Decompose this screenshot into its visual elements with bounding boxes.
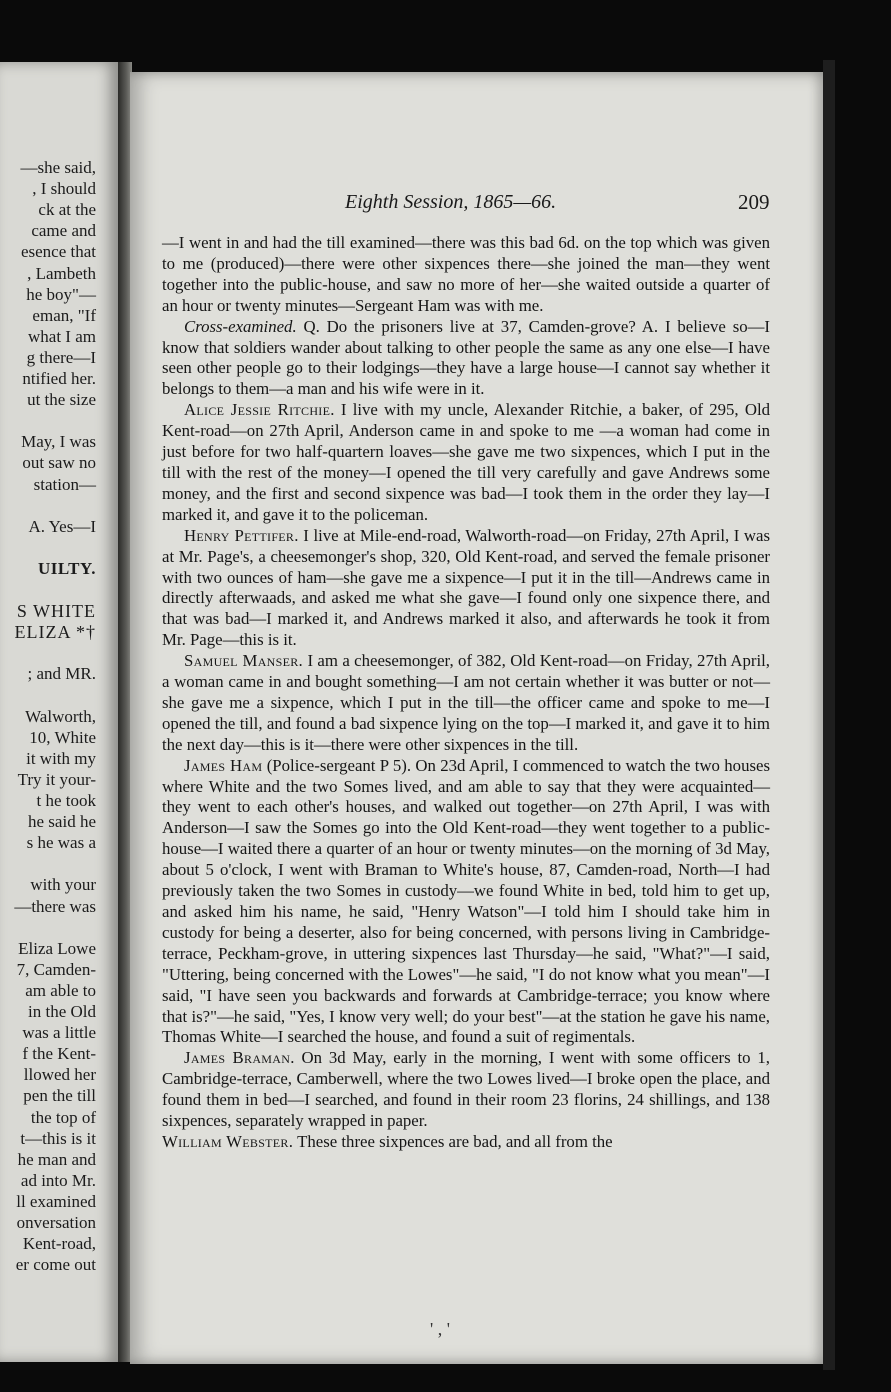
left-page-line: f the Kent- — [22, 1044, 96, 1064]
left-page-line: ll examined — [16, 1191, 96, 1211]
left-page — [0, 62, 121, 1362]
left-page-line: out saw no — [22, 453, 96, 473]
witness-name: Samuel Manser. — [184, 651, 304, 671]
left-page-line: llowed her — [23, 1065, 96, 1085]
left-page-line: S WHITE — [16, 601, 96, 622]
left-page-line: was a little — [22, 1023, 96, 1043]
page-edge-shadow — [823, 60, 835, 1370]
paragraph-text: I live at Mile-end-road, Walworth-road—on Friday, 27th April, I was at Mr. Page's, a cheesemonger's shop, 320, Old Kent-road, and served the female prisoner with two ounces of ham—she gave me a sixpence—I put it in the till—Andrews came in directly afterwaads, and asked me what she gave—I found only one sixpence there, and that was bad—I marked it, and Andrews marked it also, and afterwards he took it from Mr. Page—this is it. — [162, 525, 771, 650]
left-page-line: came and — [31, 221, 96, 241]
left-page-line: A. Yes—I — [28, 516, 96, 536]
left-page-line: t—this is it — [20, 1128, 96, 1148]
left-page-line: UILTY. — [38, 558, 96, 578]
page-header — [130, 191, 823, 221]
witness-name: Henry Pettifer. — [184, 525, 299, 545]
paragraph-text: I live with my uncle, Alexander Ritchie, a baker, of 295, Old Kent-road—on 27th April, Anderson came in and spoke to me —a woman had come in just before for two half-quartern loaves—she gave me two sixpences, which I put in the till with the rest of the money—I opened the till very carefully and gave Andrews some money, and the first and second sixpence was bad—I took them in the order they lay—I marked it, and gave it to the policeman. — [162, 400, 770, 524]
paragraph-text: These three sixpences are bad, and all from the — [293, 1131, 613, 1151]
running-head: Eighth Session, 1865—66. — [345, 191, 557, 213]
testimony-paragraph — [162, 651, 770, 756]
witness-name: William Webster. — [162, 1131, 294, 1151]
left-page-line: er come out — [15, 1255, 96, 1275]
left-page-line: ut the size — [27, 390, 96, 410]
left-page-line: g there—I — [26, 347, 96, 367]
left-page-line: ntified her. — [22, 369, 96, 388]
left-page-line: Eliza Lowe — [18, 938, 96, 958]
testimony-paragraph — [162, 400, 770, 525]
left-page-line: he man and — [17, 1149, 96, 1169]
witness-name: Cross-examined. — [184, 316, 297, 336]
left-page-line: am able to — [25, 980, 96, 1000]
paragraph-text: I am a cheesemonger, of 382, Old Kent-road—on Friday, 27th April, a woman came in and bought something—I am not certain whether it was butter or not—she gave me a sixpence, which I put in the till—the officer came and spoke to me—I opened the till, and found a bad sixpence lying on the top—I marked it, and gave it to him the next day—this is it—there were other sixpences in the till. — [162, 651, 770, 754]
testimony-paragraph — [162, 233, 770, 317]
left-page-line: , I should — [32, 179, 96, 199]
left-page-line: ad into Mr. — [20, 1170, 96, 1190]
left-page-line: t he took — [36, 791, 96, 810]
left-page-line: s he was a — [26, 833, 96, 853]
left-page-line: pen the till — [23, 1086, 96, 1106]
witness-name: James Braman. — [184, 1048, 295, 1068]
left-page-line: ; and MR. — [27, 664, 96, 684]
left-page-line: it with my — [26, 748, 96, 768]
left-page-line: the top of — [30, 1107, 96, 1127]
testimony-paragraph — [162, 1048, 770, 1132]
witness-name: James Ham — [184, 755, 263, 775]
left-page-line: —she said, — [20, 158, 96, 177]
left-page-line: with your — [30, 875, 96, 895]
left-page-line: esence that — [20, 242, 96, 262]
left-page-line: ck at the — [38, 200, 96, 220]
testimony-paragraph — [162, 526, 770, 651]
page-number: 209 — [738, 190, 770, 214]
left-page-line: Kent-road, — [22, 1234, 96, 1254]
left-page-line: eman, "If — [32, 305, 96, 325]
left-page-line: he said he — [28, 812, 96, 832]
left-page-line: —there was — [14, 896, 96, 916]
testimony-paragraph — [162, 756, 770, 1049]
left-page-line: in the Old — [28, 1002, 96, 1021]
paragraph-text: (Police-sergeant P 5). On 23d April, I commenced to watch the two houses where White and the two Somes lived, and am able to say that they were acquainted—they went to each other's houses, and walked out together—on 27th April, I was with Anderson—I saw the Somes go into the Old Kent-road—they went together to a public-house—I waited there a quarter of an hour or twenty minutes—on the morning of 3d May, about 5 o'clock, I went with Braman to White's house, 87, Camden-road, North—I had previously taken the two Somes in custody—we found White in bed, told him to get up, and asked him his name, he said, "Henry Watson"—I told him I should take him in custody for being a deserter, also for being concerned, with persons living in Cambridge-terrace, Peckham-grove, in uttering sixpences last Thursday—he said, "What?"—I said, "Uttering, being concerned with the Lowes"—he said, "I do not know what you mean"—I said, "I have seen you backwards and forwards at Cambridge-terrace; you know where that is?"—he said, "Yes, I know very well; do your best"—at the station he gave his name, Thomas White—I searched the house, and found a suit of regimentals. — [162, 755, 770, 1047]
paragraph-text: On 3d May, early in the morning, I went with some officers to 1, Cambridge-terrace, Camberwell, where the two Lowes lived—I broke open the place, and found them in bed—I searched, and found in their room 23 florins, 24 shillings, and 138 sixpences, separately wrapped in paper. — [162, 1048, 770, 1131]
text-column — [162, 233, 770, 1153]
left-page-line: , Lambeth — [27, 263, 96, 283]
witness-name: Alice Jessie Ritchie. — [184, 400, 335, 420]
testimony-paragraph — [162, 1132, 770, 1153]
left-page-line: Try it your- — [17, 769, 96, 789]
left-page-line: he boy"— — [26, 284, 96, 304]
footer-mark: ' , ' — [430, 1319, 450, 1339]
paragraph-text: Q. Do the prisoners live at 37, Camden-grove? A. I believe so—I know that soldiers wander about talking to other people the same as any one else—I have seen other people go to their lodgings—they have a large house—I cannot say whether it belongs to them—a man and his wife were in it. — [162, 316, 770, 399]
testimony-paragraph — [162, 317, 770, 401]
left-page-line: 7, Camden- — [16, 959, 96, 979]
left-page-line: station— — [33, 474, 96, 494]
left-page-line: Walworth, — [25, 706, 96, 726]
right-page — [130, 72, 823, 1364]
left-page-line: onversation — [16, 1213, 96, 1232]
left-page-line: what I am — [28, 326, 96, 346]
left-page-line: ELIZA *† — [14, 622, 96, 643]
left-page-line: 10, White — [29, 727, 96, 747]
paragraph-text: —I went in and had the till examined—there was this bad 6d. on the top which was given to me (produced)—there were other sixpences there—she joined the man—they went together into the public-house, and saw no more of her—she waited outside a quarter of an hour or twenty minutes—Sergeant Ham was with me. — [162, 233, 770, 315]
left-page-line: May, I was — [21, 432, 96, 452]
